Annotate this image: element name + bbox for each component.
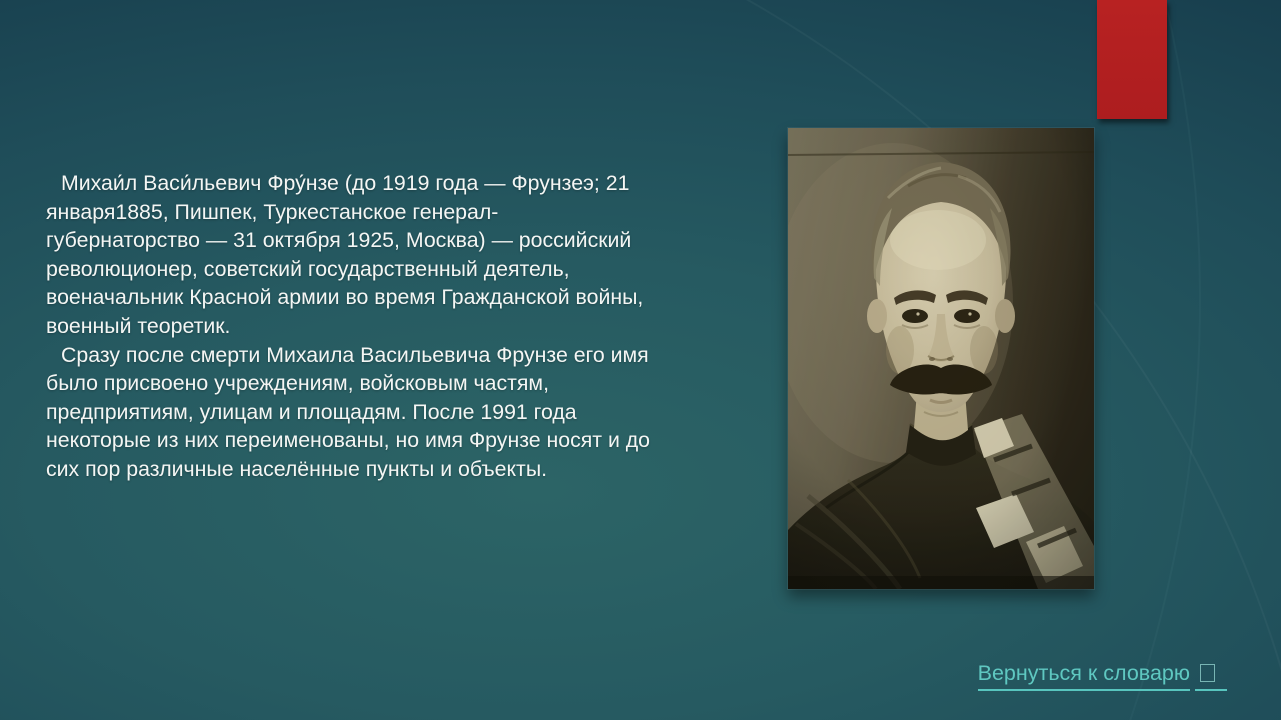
return-to-dictionary-link[interactable] <box>978 661 1227 691</box>
red-accent-bar <box>1097 0 1167 119</box>
portrait-photo <box>788 128 1094 589</box>
paragraph-biography: Михаи́л Васи́льевич Фру́нзе (до 1919 года — Фрунзеэ; 21 января1885, Пишпек, Туркестанское генерал-губернаторство — 31 октября 1925, Москва) — российский революционер, советский государственный деятель, военачальник Красной армии во время Гражданской войны, военный теоретик. <box>46 171 644 338</box>
return-link-label: Вернуться к словарю <box>978 661 1190 691</box>
missing-glyph-box-icon <box>1200 664 1215 682</box>
portrait-illustration <box>788 128 1094 589</box>
body-text-block <box>46 169 652 484</box>
paragraph-legacy: Сразу после смерти Михаила Васильевича Фрунзе его имя было присвоено учреждениям, войсковым частям, предприятиям, улицам и площадям. После 1991 года некоторые из них переименованы, но имя Фрунзе носят и до сих пор различные населённые пункты и объекты. <box>46 342 651 481</box>
